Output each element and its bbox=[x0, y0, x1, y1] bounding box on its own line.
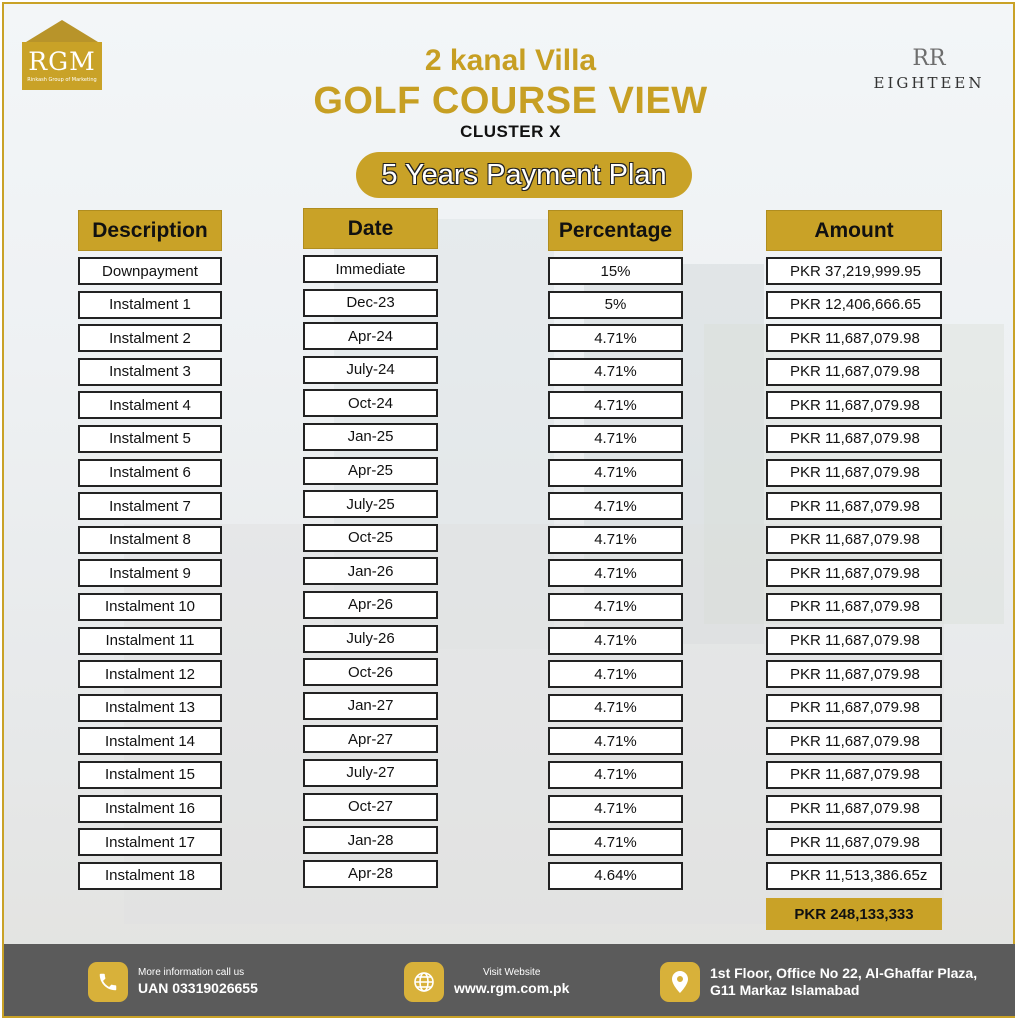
amount-cell: PKR 11,687,079.98 bbox=[766, 559, 942, 587]
date-cell: July-27 bbox=[303, 759, 438, 787]
amount-cell: PKR 11,687,079.98 bbox=[766, 660, 942, 688]
description-cell: Instalment 3 bbox=[78, 358, 222, 386]
description-cell: Instalment 17 bbox=[78, 828, 222, 856]
website-link[interactable]: www.rgm.com.pk bbox=[454, 979, 570, 996]
date-cell: July-26 bbox=[303, 625, 438, 653]
description-cell: Instalment 2 bbox=[78, 324, 222, 352]
percentage-cell: 4.71% bbox=[548, 761, 683, 789]
date-cell: Jan-27 bbox=[303, 692, 438, 720]
description-cell: Instalment 16 bbox=[78, 795, 222, 823]
amount-cell: PKR 11,687,079.98 bbox=[766, 425, 942, 453]
percentage-cell: 4.71% bbox=[548, 391, 683, 419]
description-cell: Instalment 5 bbox=[78, 425, 222, 453]
total-amount: PKR 248,133,333 bbox=[766, 898, 942, 930]
description-cell: Instalment 14 bbox=[78, 727, 222, 755]
phone-label: More information call us bbox=[138, 967, 245, 978]
footer-website[interactable] bbox=[404, 962, 569, 1002]
title-villa: 2 kanal Villa bbox=[424, 44, 597, 77]
date-cell: Oct-25 bbox=[303, 524, 438, 552]
percentage-cell: 4.71% bbox=[548, 660, 683, 688]
amount-cell: PKR 11,687,079.98 bbox=[766, 358, 942, 386]
percentage-cell: 4.71% bbox=[548, 425, 683, 453]
description-cell: Instalment 15 bbox=[78, 761, 222, 789]
percentage-cell: 4.71% bbox=[548, 559, 683, 587]
date-cell: Jan-25 bbox=[303, 423, 438, 451]
amount-cell: PKR 11,687,079.98 bbox=[766, 761, 942, 789]
title-golf-course-view: GOLF COURSE VIEW bbox=[313, 80, 708, 122]
description-cell: Instalment 18 bbox=[78, 862, 222, 890]
phone-icon bbox=[88, 962, 128, 1002]
amount-cell: PKR 11,687,079.98 bbox=[766, 391, 942, 419]
amount-cell: PKR 12,406,666.65 bbox=[766, 291, 942, 319]
description-header: Description bbox=[78, 210, 222, 251]
percentage-cell: 4.71% bbox=[548, 459, 683, 487]
brand-mark-icon: RR bbox=[912, 46, 946, 71]
phone-number[interactable]: UAN 03319026655 bbox=[138, 979, 258, 996]
amount-cell: PKR 11,687,079.98 bbox=[766, 795, 942, 823]
house-roof-icon bbox=[26, 20, 98, 42]
brand-name: EIGHTEEN bbox=[873, 74, 985, 92]
description-cell: Instalment 9 bbox=[78, 559, 222, 587]
amount-cell: PKR 11,687,079.98 bbox=[766, 627, 942, 655]
location-pin-icon bbox=[660, 962, 700, 1002]
percentage-cell: 4.71% bbox=[548, 727, 683, 755]
amount-cell: PKR 11,687,079.98 bbox=[766, 492, 942, 520]
date-cell: July-24 bbox=[303, 356, 438, 384]
description-cell: Instalment 7 bbox=[78, 492, 222, 520]
percentage-cell: 4.71% bbox=[548, 593, 683, 621]
address-line-2: G11 Markaz Islamabad bbox=[710, 982, 860, 998]
amount-cell: PKR 11,513,386.65z bbox=[766, 862, 942, 890]
amount-header: Amount bbox=[766, 210, 942, 251]
percentage-cell: 4.71% bbox=[548, 492, 683, 520]
logo-text: RGM bbox=[28, 47, 96, 76]
globe-icon bbox=[404, 962, 444, 1002]
date-cell: Oct-26 bbox=[303, 658, 438, 686]
date-header: Date bbox=[303, 208, 438, 249]
date-cell: Jan-26 bbox=[303, 557, 438, 585]
percentage-cell: 15% bbox=[548, 257, 683, 285]
date-cell: Apr-25 bbox=[303, 457, 438, 485]
percentage-cell: 4.71% bbox=[548, 358, 683, 386]
description-cell: Instalment 1 bbox=[78, 291, 222, 319]
description-column bbox=[78, 210, 222, 895]
amount-cell: PKR 11,687,079.98 bbox=[766, 694, 942, 722]
footer-bar bbox=[4, 944, 1015, 1016]
footer-address bbox=[660, 962, 977, 1002]
date-cell: Immediate bbox=[303, 255, 438, 283]
amount-cell: PKR 11,687,079.98 bbox=[766, 593, 942, 621]
payment-plan-badge: 5 Years Payment Plan bbox=[356, 152, 692, 198]
date-column bbox=[303, 208, 438, 893]
description-cell: Instalment 4 bbox=[78, 391, 222, 419]
amount-cell: PKR 37,219,999.95 bbox=[766, 257, 942, 285]
date-cell: July-25 bbox=[303, 490, 438, 518]
percentage-cell: 4.71% bbox=[548, 795, 683, 823]
percentage-cell: 4.71% bbox=[548, 694, 683, 722]
date-cell: Oct-27 bbox=[303, 793, 438, 821]
percentage-column bbox=[548, 210, 683, 895]
percentage-cell: 4.71% bbox=[548, 828, 683, 856]
date-cell: Apr-27 bbox=[303, 725, 438, 753]
percentage-cell: 4.64% bbox=[548, 862, 683, 890]
amount-cell: PKR 11,687,079.98 bbox=[766, 526, 942, 554]
date-cell: Apr-26 bbox=[303, 591, 438, 619]
date-cell: Dec-23 bbox=[303, 289, 438, 317]
percentage-header: Percentage bbox=[548, 210, 683, 251]
amount-cell: PKR 11,687,079.98 bbox=[766, 459, 942, 487]
date-cell: Oct-24 bbox=[303, 389, 438, 417]
percentage-cell: 4.71% bbox=[548, 627, 683, 655]
description-cell: Instalment 12 bbox=[78, 660, 222, 688]
logo-subtitle: Rinkash Group of Marketing bbox=[27, 77, 97, 83]
amount-column bbox=[766, 210, 942, 895]
amount-cell: PKR 11,687,079.98 bbox=[766, 727, 942, 755]
percentage-cell: 4.71% bbox=[548, 324, 683, 352]
description-cell: Instalment 8 bbox=[78, 526, 222, 554]
date-cell: Apr-28 bbox=[303, 860, 438, 888]
date-cell: Jan-28 bbox=[303, 826, 438, 854]
description-cell: Instalment 11 bbox=[78, 627, 222, 655]
website-label: Visit Website bbox=[482, 967, 541, 978]
date-cell: Apr-24 bbox=[303, 322, 438, 350]
description-cell: Instalment 10 bbox=[78, 593, 222, 621]
description-cell: Downpayment bbox=[78, 257, 222, 285]
title-cluster: CLUSTER X bbox=[460, 122, 561, 141]
amount-cell: PKR 11,687,079.98 bbox=[766, 324, 942, 352]
description-cell: Instalment 6 bbox=[78, 459, 222, 487]
amount-cell: PKR 11,687,079.98 bbox=[766, 828, 942, 856]
percentage-cell: 5% bbox=[548, 291, 683, 319]
address-line-1: 1st Floor, Office No 22, Al-Ghaffar Plaza, bbox=[710, 964, 978, 981]
percentage-cell: 4.71% bbox=[548, 526, 683, 554]
description-cell: Instalment 13 bbox=[78, 694, 222, 722]
footer-phone[interactable] bbox=[88, 962, 258, 1002]
